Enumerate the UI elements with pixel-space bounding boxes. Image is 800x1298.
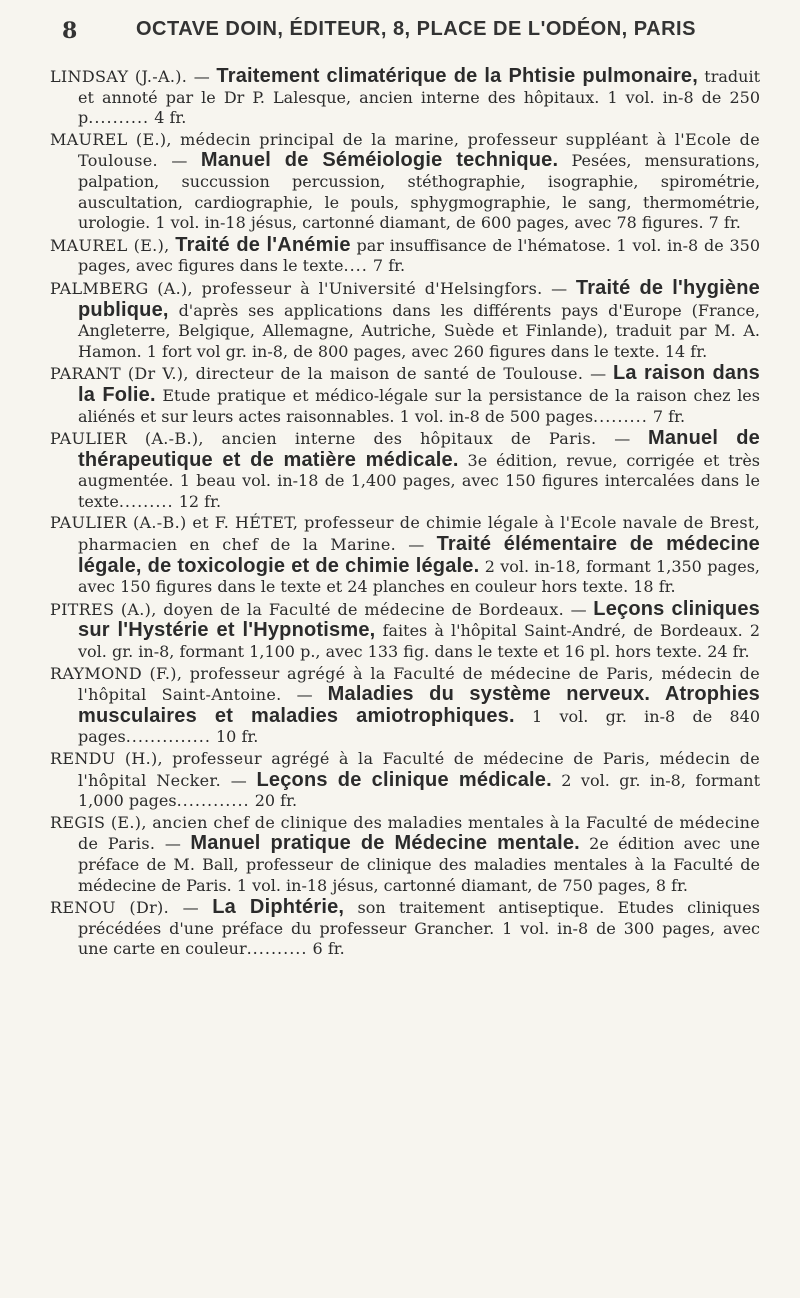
entry-title: Manuel pratique de Médecine mentale. [190, 832, 580, 855]
entry-details: 2e édition avec une préface de M. Ball, professeur de clinique des maladies mentales à la Faculté de médecine de Paris. 1 vol. in-18 jésus, cartonné diamant, de 750 pages, [78, 834, 760, 895]
entry-price: 7 fr. [652, 406, 686, 426]
entry-details: Etude pratique et médico-légale sur la persistance de la raison chez les aliénés et sur leurs actes raisonnables. 1 vol. in-8 de 500 pages [78, 385, 760, 426]
catalog-entry [50, 66, 760, 129]
entry-details: traduit et annoté par le Dr P. Lalesque, ancien interne des hôpitaux. 1 vol. in-8 de 250 p [78, 67, 761, 128]
page-header [50, 0, 760, 66]
leader-dots: .......... [246, 939, 308, 959]
entry-price: 7 fr. [372, 256, 406, 276]
entry-author: RENOU (Dr). — [50, 898, 199, 918]
entry-author: PARANT (Dr V.), directeur de la maison de santé de Toulouse. — [50, 364, 607, 384]
catalog-entries [50, 66, 760, 960]
entry-details: par insuffisance de l'hématose. 1 vol. in-8 de 350 pages, avec figures dans le texte [78, 235, 760, 276]
catalog-entry [50, 363, 760, 427]
entry-price: 4 fr. [154, 108, 187, 128]
entry-author: PAULIER (A.-B.) et F. HÉTET, professeur de chimie légale à l'Ecole navale de Brest, pharmacien en chef de la Marine. — [50, 513, 760, 555]
leader-dots: .... [343, 256, 368, 276]
leader-dots: ............ [176, 791, 250, 811]
leader-dots: ......... [593, 406, 648, 426]
entry-details: 1 vol. gr. in-8 de 840 pages [78, 706, 760, 747]
entry-price: 7 fr. [708, 213, 741, 233]
entry-author: RAYMOND (F.), professeur agrégé à la Faculté de médecine de Paris, médecin de l'hôpital Saint-Antoine. — [50, 663, 760, 705]
entry-title: La raison dans la Folie. [78, 362, 760, 406]
leader-dots: .......... [88, 108, 150, 128]
entry-author: PAULIER (A.-B.), ancien interne des hôpitaux de Paris. — [50, 429, 631, 449]
catalog-entry [50, 235, 760, 277]
entry-price: 12 fr. [178, 491, 222, 511]
entry-price: 8 fr. [655, 875, 689, 895]
entry-details: faites à l'hôpital Saint-André, de Bordeaux. 2 vol. gr. in-8, formant 1,100 p., avec 133 fig. dans le texte et 16 pl. hors texte. [78, 621, 761, 662]
catalog-entry [50, 278, 760, 362]
entry-author: PITRES (A.), doyen de la Faculté de médecine de Bordeaux. — [50, 599, 587, 619]
entry-price: 10 fr. [216, 727, 259, 747]
catalog-entry [50, 813, 760, 896]
entry-author: REGIS (E.), ancien chef de clinique des maladies mentales à la Faculté de médecine de Paris. — [50, 812, 760, 854]
catalog-entry [50, 749, 760, 812]
entry-details: d'après ses applications dans les différents pays d'Europe (France, Angleterre, Belgique, Allemagne, Autriche, Suède et Finlande), traduit par M. A. Hamon. 1 fort vol gr. in-8, de 800 pages, avec 260 figures dans le texte. [78, 300, 760, 361]
leader-dots: .............. [125, 727, 211, 747]
entry-title: Manuel de thérapeutique et de matière médicale. [78, 427, 760, 471]
entry-price: 18 fr. [633, 577, 676, 597]
entry-title: Traitement climatérique de la Phtisie pulmonaire, [216, 65, 698, 87]
entry-title: La Diphtérie, [212, 896, 345, 919]
entry-author: LINDSAY (J.-A.). — [50, 67, 211, 86]
catalog-entry [50, 130, 760, 234]
catalog-entry [50, 513, 760, 597]
entry-title: Traité élémentaire de médecine légale, de toxicologie et de chimie légale. [78, 533, 761, 577]
entry-title: Manuel de Séméiologie technique. [200, 149, 559, 172]
entry-details: 2 vol. in-18, formant 1,350 pages, avec 150 figures dans le texte et 24 planches en couleur hors texte. [78, 556, 760, 597]
entry-price: 14 fr. [664, 341, 708, 361]
running-head: OCTAVE DOIN, ÉDITEUR, 8, PLACE DE L'ODÉON, PARIS [136, 18, 696, 40]
entry-author: MAUREL (E.), [50, 235, 170, 255]
catalog-entry [50, 428, 760, 512]
entry-title: Traité de l'hygiène publique, [78, 276, 760, 321]
entry-price: 24 fr. [707, 642, 750, 662]
entry-title: Traité de l'Anémie [175, 233, 351, 256]
entry-author: RENDU (H.), professeur agrégé à la Faculté de médecine de Paris, médecin de l'hôpital Necker. — [50, 749, 760, 790]
entry-title: Leçons de clinique médicale. [256, 768, 552, 791]
catalog-entry [50, 897, 760, 960]
entry-price: 6 fr. [312, 939, 345, 959]
entry-author: PALMBERG (A.), professeur à l'Université d'Helsingfors. — [50, 278, 568, 298]
entry-author: MAUREL (E.), médecin principal de la marine, professeur suppléant à l'Ecole de Toulouse. — [50, 129, 760, 171]
entry-price: 20 fr. [254, 791, 298, 811]
catalog-entry [50, 664, 760, 748]
entry-details: Pesées, mensurations, palpation, succussion percussion, stéthographie, isographie, spirométrie, auscultation, cardiographie, le pouls, sphygmographie, le sang, thermométrie, urologie. 1 vol. in-18 jésus, cartonné diamant, de 600 pages, avec 78 figures. [78, 151, 761, 233]
entry-title: Maladies du système nerveux. Atrophies musculaires et maladies amiotrophiques. [78, 683, 760, 727]
catalog-entry [50, 599, 760, 663]
entry-details: 2 vol. gr. in-8, formant 1,000 pages [78, 770, 761, 811]
entry-details: 3e édition, revue, corrigée et très augmentée. 1 beau vol. in-18 de 1,400 pages, avec 150 figures intercalées dans le texte [78, 450, 760, 511]
leader-dots: ......... [118, 491, 174, 511]
entry-details: son traitement antiseptique. Etudes cliniques précédées d'une préface du professeur Grancher. 1 vol. in-8 de 300 pages, avec une carte en couleur [78, 898, 761, 959]
entry-title: Leçons cliniques sur l'Hystérie et l'Hypnotisme, [78, 597, 760, 642]
page-number: 8 [62, 18, 78, 44]
